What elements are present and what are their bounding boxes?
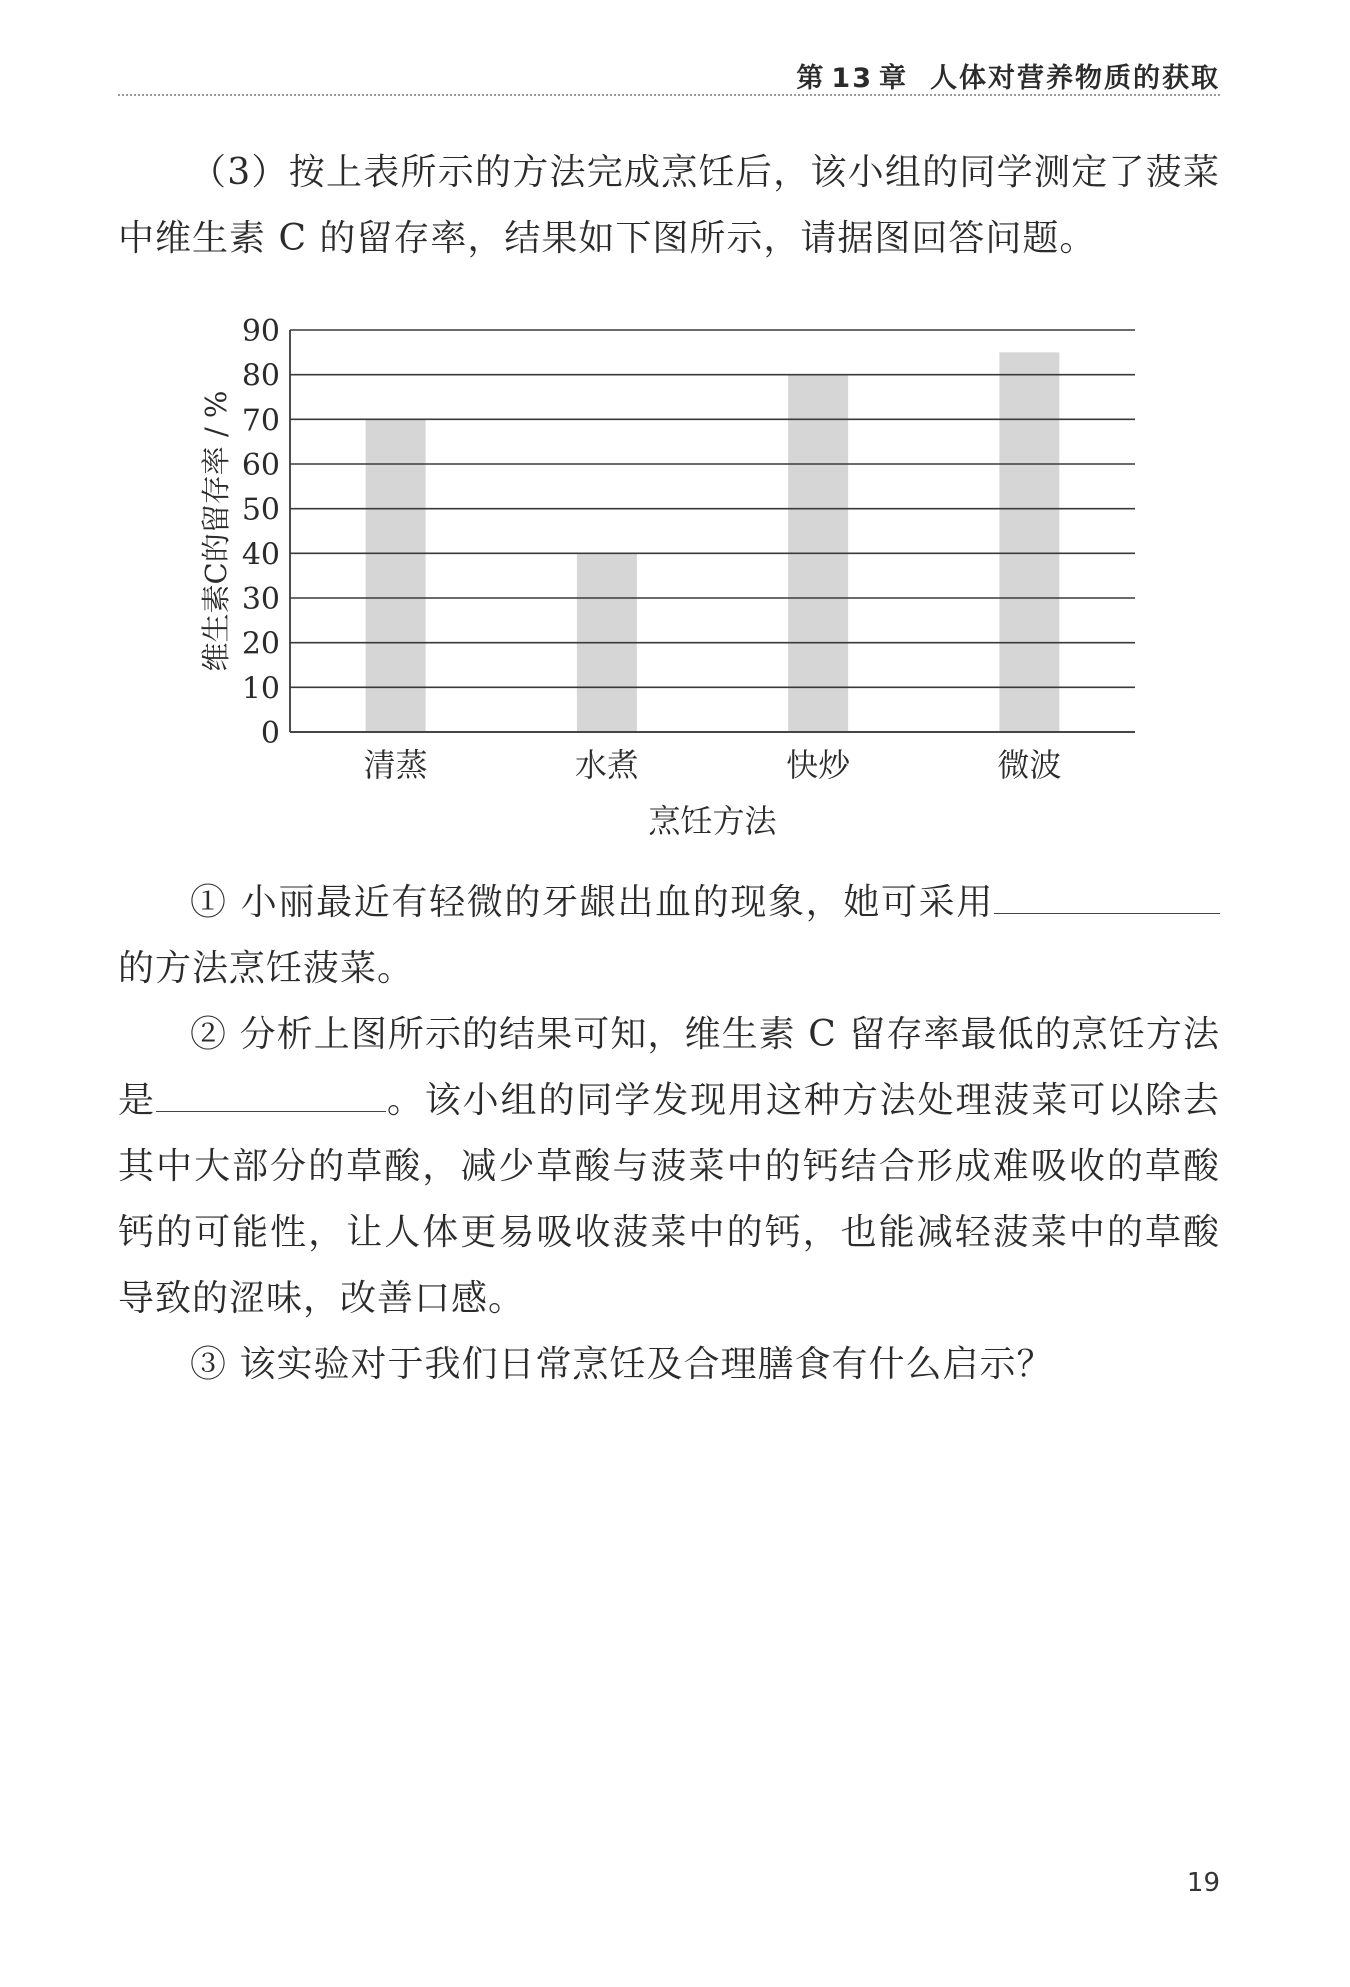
intro-paragraph (118, 140, 1220, 272)
y-tick-label-90: 90 (241, 314, 280, 349)
bar-1 (366, 419, 426, 732)
x-tick-label-1: 清蒸 (363, 746, 428, 784)
intro-text: （3）按上表所示的方法完成烹饪后，该小组的同学测定了菠菜中维生素 C 的留存率，结果如下图所示，请据图回答问题。 (118, 152, 1220, 259)
y-tick-label-70: 70 (241, 403, 280, 439)
chapter-suffix: 章 (879, 63, 908, 94)
question-2 (118, 1002, 1220, 1332)
y-tick-label-60: 60 (241, 448, 280, 483)
y-axis-label: 维生素C的留存率 / % (199, 390, 233, 672)
y-tick-label-10: 10 (241, 671, 280, 707)
question-2-text: ② 分析上图所示的结果可知，维生素 C 留存率最低的烹饪方法是 (118, 1014, 1220, 1121)
chapter-title: 人体对营养物质的获取 (930, 63, 1220, 94)
chapter-number: 13 (831, 63, 873, 94)
x-axis-label: 烹饪方法 (648, 802, 777, 840)
question-2-tail: 。该小组的同学发现用这种方法处理菠菜可以除去其中大部分的草酸，减少草酸与菠菜中的钙结合形成难吸收的草酸钙的可能性，让人体更易吸收菠菜中的钙，也能减轻菠菜中的草酸导致的涩味，改善口感。 (118, 1080, 1220, 1319)
question-3: ③ 该实验对于我们日常烹饪及合理膳食有什么启示？ (190, 1344, 1054, 1385)
answer-blank-1[interactable] (994, 881, 1220, 914)
question-1-text: ① 小丽最近有轻微的牙龈出血的现象，她可采用 (190, 882, 994, 923)
header-divider (118, 94, 1220, 96)
x-tick-label-2: 水煮 (574, 746, 639, 784)
question-1-tail: 的方法烹饪菠菜。 (118, 948, 415, 989)
y-tick-label-0: 0 (260, 716, 280, 751)
x-tick-label-4: 微波 (997, 746, 1062, 784)
y-tick-label-50: 50 (241, 492, 280, 528)
bar-4 (999, 352, 1059, 732)
y-tick-label-30: 30 (241, 582, 280, 617)
page-number: 19 (1186, 1868, 1220, 1898)
answer-blank-2[interactable] (156, 1079, 386, 1112)
y-tick-label-80: 80 (241, 358, 280, 394)
question-1 (118, 870, 1220, 1002)
y-tick-label-20: 20 (241, 626, 280, 662)
vitamin-c-bar-chart (190, 300, 1170, 860)
y-tick-label-40: 40 (241, 537, 280, 573)
chapter-header (796, 56, 1220, 95)
x-tick-label-3: 快炒 (786, 746, 851, 784)
questions-block (118, 870, 1220, 1398)
chapter-prefix: 第 (796, 63, 826, 94)
